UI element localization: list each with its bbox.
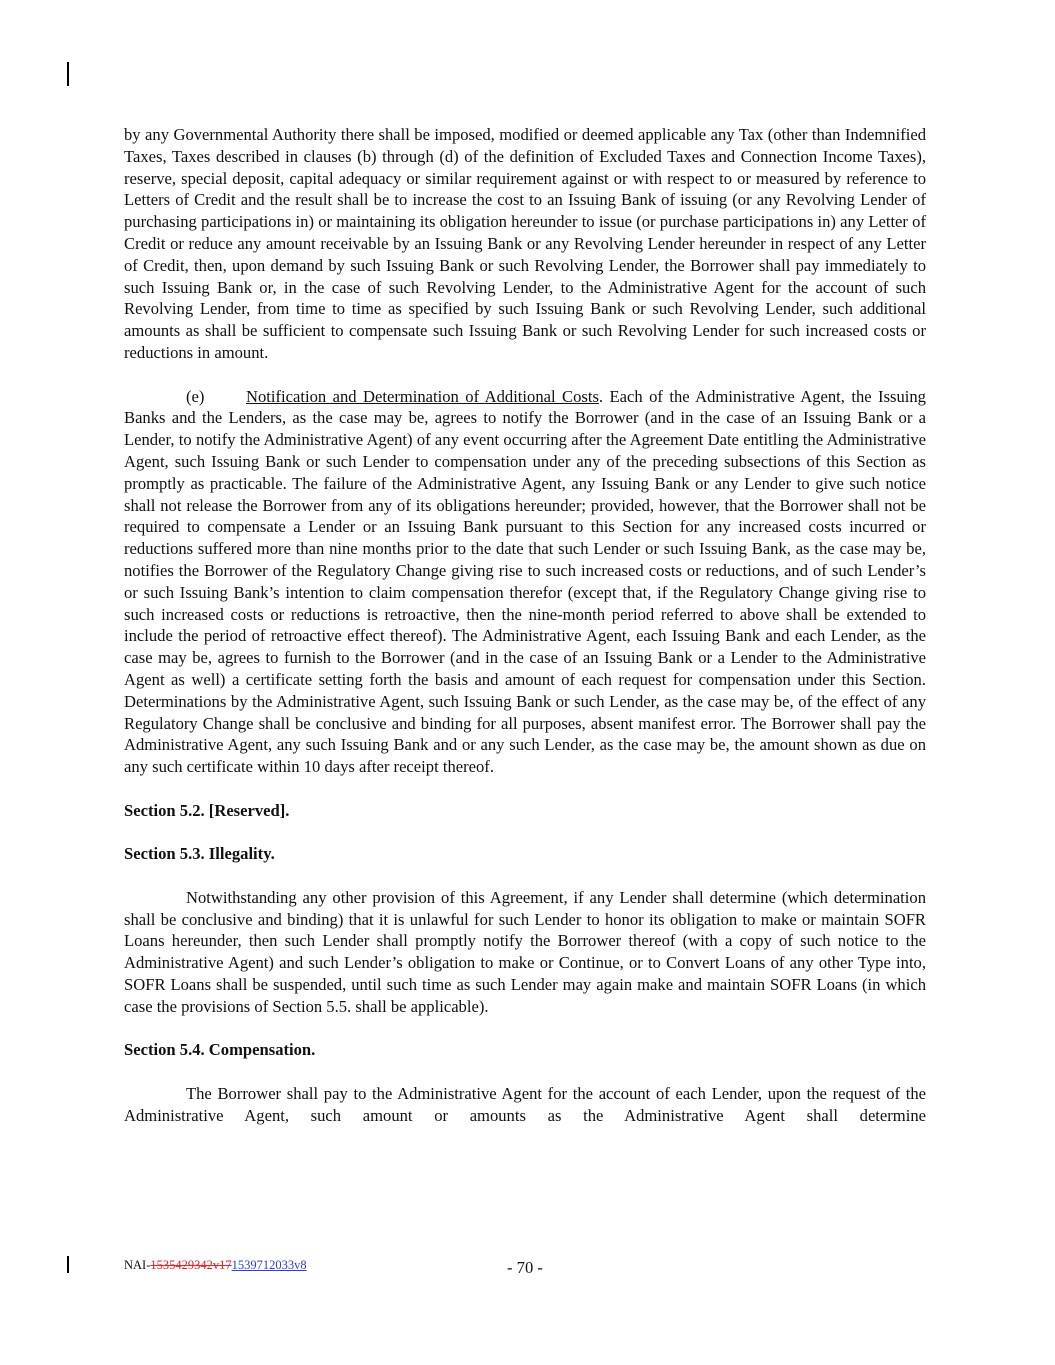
subsection-e-title: Notification and Determination of Additional Costs (246, 386, 599, 406)
doc-id-inserted: 1539712033v8 (231, 1258, 307, 1272)
section-5-4-body: The Borrower shall pay to the Administrative Agent for the account of each Lender, upon the request of the Administrative Agent, such amount or amounts as the Administrative Agent shall determine (124, 1084, 926, 1125)
doc-id-prefix: NAI- (124, 1258, 151, 1272)
paragraph-continued: by any Governmental Authority there shall be imposed, modified or deemed applicable any Tax (other than Indemnified Taxes, Taxes described in clauses (b) through (d) of the definition of Excluded Taxes and Connection Income Taxes), reserve, special deposit, capital adequacy or similar requirement against or with respect to or measured by reference to Letters of Credit and the result shall be to increase the cost to an Issuing Bank of issuing (or any Revolving Lender of purchasing participations in) or maintaining its obligation hereunder to issue (or purchase participations in) any Letter of Credit or reduce any amount receivable by an Issuing Bank or any Revolving Lender hereunder in respect of any Letter of Credit, then, upon demand by such Issuing Bank or such Revolving Lender, the Borrower shall pay immediately to such Issuing Bank or, in the case of such Revolving Lender, to the Administrative Agent for the account of such Revolving Lender, from time to time as specified by such Issuing Bank or such Revolving Lender, such additional amounts as shall be sufficient to compensate such Issuing Bank or such Revolving Lender for such increased costs or reductions in amount. (124, 125, 926, 362)
footer-doc-id (124, 1258, 307, 1273)
document-page (124, 124, 926, 1127)
section-5-2-heading: Section 5.2. [Reserved]. (124, 800, 290, 820)
section-5-4-heading: Section 5.4. Compensation. (124, 1040, 316, 1060)
subsection-e (124, 386, 926, 778)
change-bar-bottom (67, 1256, 69, 1273)
section-5-3-body: Notwithstanding any other provision of this Agreement, if any Lender shall determine (which determination shall be conclusive and binding) that it is unlawful for such Lender to honor its obligation to make or maintain SOFR Loans hereunder, then such Lender shall promptly notify the Borrower thereof (with a copy of such notice to the Administrative Agent) and such Lender’s obligation to make or Continue, or to Convert Loans of any other Type into, SOFR Loans shall be suspended, until such time as such Lender may again make and maintain SOFR Loans (in which case the provisions of Section 5.5. shall be applicable). (124, 887, 926, 1016)
page-number: - 70 - (507, 1258, 543, 1277)
subsection-e-body: . Each of the Administrative Agent, the Issuing Banks and the Lenders, as the case may be, agrees to notify the Borrower (and in the case of an Issuing Bank or a Lender, to notify the Administrative Agent) of any event occurring after the Agreement Date entitling the Administrative Agent, such Issuing Bank or such Lender to compensation under any of the preceding subsections of this Section as promptly as practicable. The failure of the Administrative Agent, any Issuing Bank or any Lender to give such notice shall not release the Borrower from any of its obligations hereunder; provided, however, that the Borrower shall not be required to compensate a Lender or an Issuing Bank pursuant to this Section for any increased costs incurred or reductions suffered more than nine months prior to the date that such Lender or such Issuing Bank, as the case may be, notifies the Borrower of the Regulatory Change giving rise to such increased costs or reductions, and of such Lender’s or such Issuing Bank’s intention to claim compensation therefor (except that, if the Regulatory Change giving rise to such increased costs or reductions is retroactive, then the nine-month period referred to above shall be extended to include the period of retroactive effect thereof). The Administrative Agent, each Issuing Bank and each Lender, as the case may be, agrees to furnish to the Borrower (and in the case of an Issuing Bank or a Lender to the Administrative Agent as well) a certificate setting forth the basis and amount of each request for compensation under this Section. Determinations by the Administrative Agent, such Issuing Bank or such Lender, as the case may be, of the effect of any Regulatory Change shall be conclusive and binding for all purposes, absent manifest error. The Borrower shall pay the Administrative Agent, any such Issuing Bank and or any such Lender, as the case may be, the amount shown as due on any such certificate within 10 days after receipt thereof. (124, 386, 926, 777)
section-5-3-heading: Section 5.3. Illegality. (124, 844, 275, 864)
change-bar-top (67, 62, 69, 86)
subsection-e-label: (e) (186, 386, 205, 406)
doc-id-deleted: 1535429342v17 (150, 1258, 232, 1272)
